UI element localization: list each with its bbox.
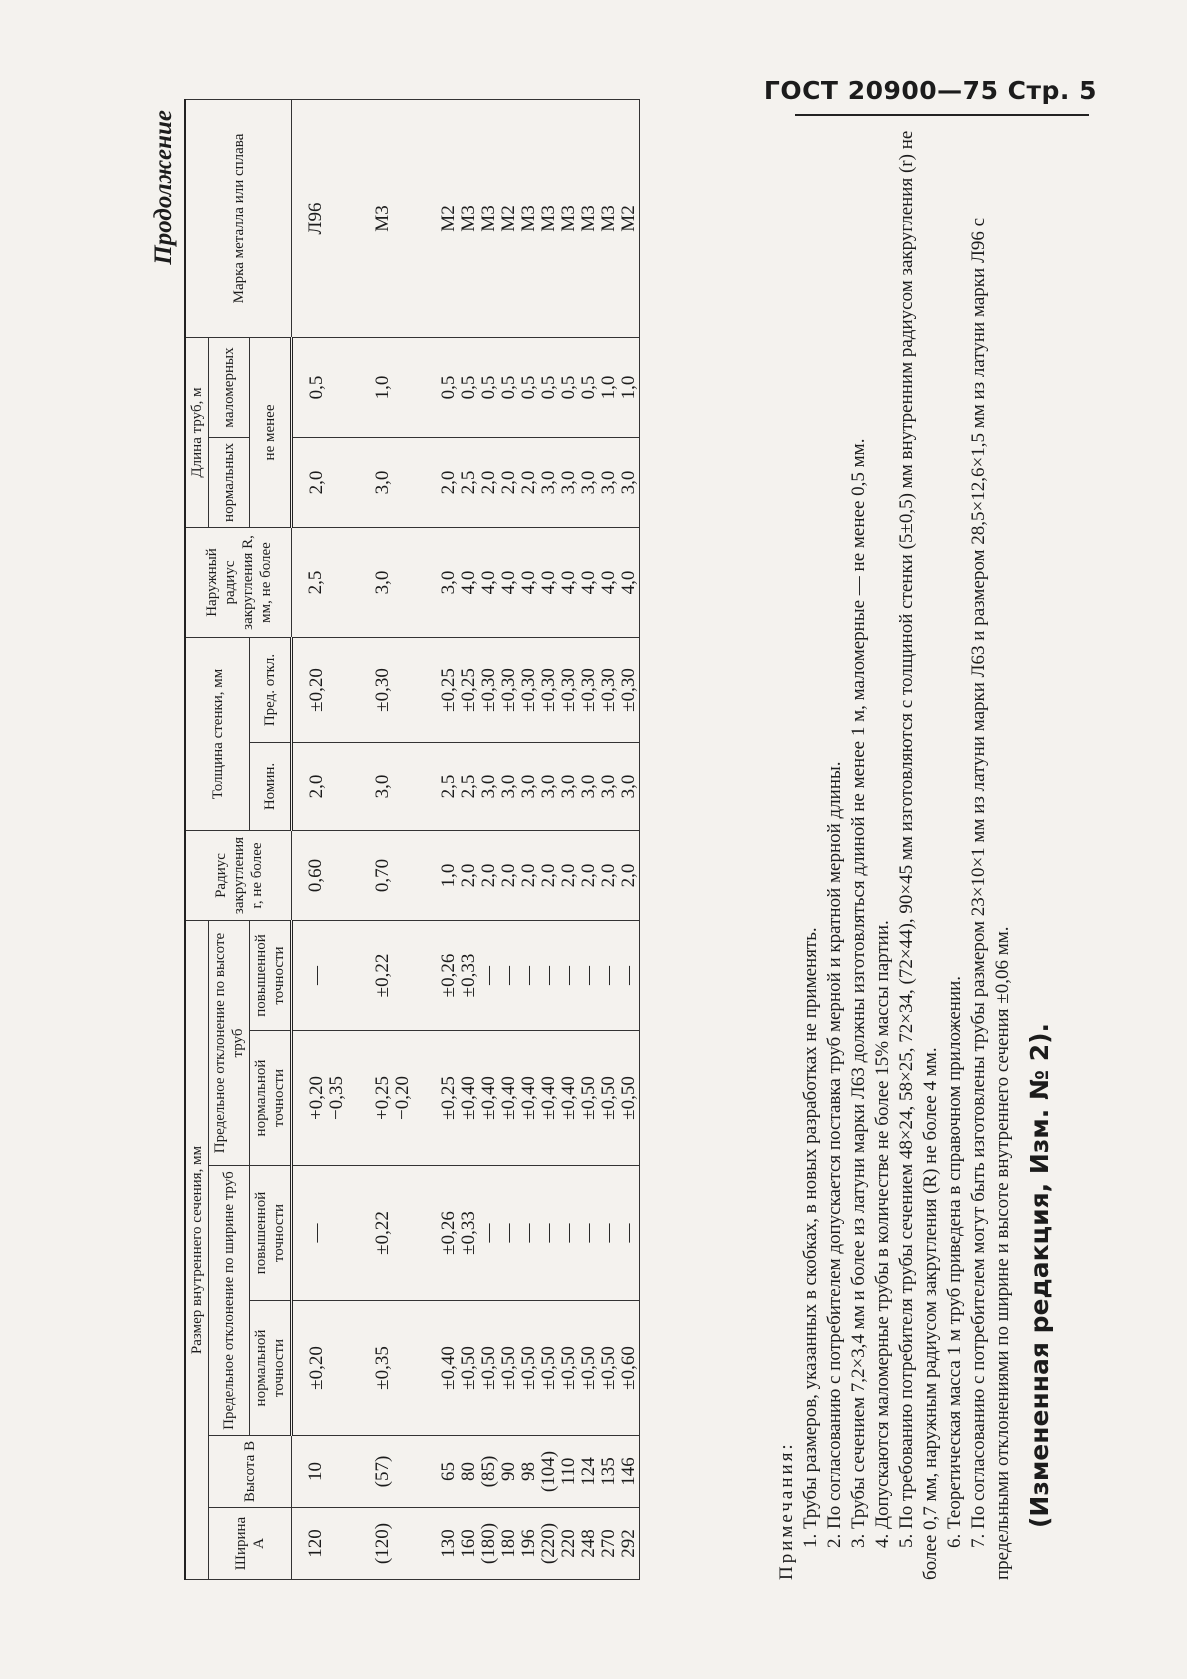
note-2: 2. По согласованию с потребителем допускается поставка труб мерной и кратной мерной длины. xyxy=(824,761,845,1548)
cell-value: 80 xyxy=(458,1462,479,1481)
header-width-increased-precision: повышенной точности xyxy=(250,1166,292,1301)
cell-value: ±0,50 xyxy=(578,1346,599,1390)
cell-value: — xyxy=(538,966,559,985)
cell-value: — xyxy=(306,966,327,985)
cell-value: Л96 xyxy=(305,202,326,235)
cell-value: −0,35 xyxy=(326,1076,347,1120)
cell-value: — xyxy=(498,1223,519,1243)
cell-value: 10 xyxy=(305,1462,326,1481)
cell-dev-w-norm xyxy=(347,1301,413,1436)
cell-value: ±0,40 xyxy=(438,1346,459,1390)
cell-value: — xyxy=(478,1223,499,1243)
cell-value: — xyxy=(306,1223,327,1243)
cell-value: М3 xyxy=(478,205,499,232)
rotated-page-body xyxy=(150,100,1080,1580)
cell-value: 4,0 xyxy=(478,570,499,595)
note-3: 3. Трубы сечением 7,2×3,4 мм и более из латуни марки Л63 должны изготовляться длиной не менее 1 м, маломерные — не менее 0,5 мм. xyxy=(848,438,869,1548)
cell-value: ±0,20 xyxy=(306,1346,327,1390)
cell-value: 2,0 xyxy=(518,863,539,888)
header-width-a: Ширина A xyxy=(209,1508,292,1580)
cell-value: 90 xyxy=(498,1462,519,1481)
cell-value: 0,60 xyxy=(305,858,326,893)
cell-value: ±0,33 xyxy=(458,953,479,998)
cell-value: 3,0 xyxy=(372,774,393,799)
cell-len-short xyxy=(413,337,640,437)
cell-value: 0,5 xyxy=(478,375,499,400)
cell-value: 2,0 xyxy=(478,863,499,888)
table-row xyxy=(413,99,640,1579)
cell-value: ±0,30 xyxy=(498,668,519,712)
cell-wall-nom xyxy=(347,743,413,831)
header-deviation-width: Предельное отклонение по ширине труб xyxy=(209,1166,250,1436)
cell-value: ±0,50 xyxy=(458,1346,479,1390)
header-wall-thickness: Толщина стенки, мм xyxy=(185,637,250,830)
cell-value: ±0,26 xyxy=(438,1211,459,1255)
cell-value: 4,0 xyxy=(458,570,479,595)
cell-dev-h-inc xyxy=(292,921,348,1031)
cell-value: ±0,50 xyxy=(478,1346,499,1390)
cell-value: ±0,30 xyxy=(578,668,599,712)
cell-value: (180) xyxy=(478,1522,499,1565)
cell-value: 4,0 xyxy=(538,570,559,595)
cell-value: ±0,50 xyxy=(598,1076,619,1120)
header-short-length: маломерных xyxy=(209,337,250,437)
cell-value: 146 xyxy=(618,1457,639,1486)
cell-value: 120 xyxy=(305,1529,326,1558)
header-radius-r: Радиус закругления r, не более xyxy=(185,831,292,921)
page-header: ГОСТ 20900—75 Стр. 5 xyxy=(763,76,1097,105)
tube-dimensions-table xyxy=(184,99,640,1580)
cell-value: 2,0 xyxy=(306,470,327,495)
cell-height xyxy=(413,1436,640,1508)
cell-value: 110 xyxy=(558,1457,579,1486)
cell-value: (104) xyxy=(538,1450,559,1493)
header-deviation-height: Предельное отклонение по высоте труб xyxy=(209,921,250,1166)
cell-value: 65 xyxy=(438,1462,459,1481)
cell-value: ±0,30 xyxy=(538,668,559,712)
cell-value: 1,0 xyxy=(372,375,393,400)
cell-value: — xyxy=(558,1223,579,1243)
cell-value: 3,0 xyxy=(498,774,519,799)
cell-grade xyxy=(292,99,348,337)
cell-value: (120) xyxy=(372,1522,393,1565)
continuation-label: Продолжение xyxy=(150,110,177,265)
cell-value: — xyxy=(598,966,619,985)
cell-dev-w-norm xyxy=(413,1301,640,1436)
cell-value: — xyxy=(618,966,639,985)
cell-wall-dev xyxy=(292,637,348,742)
cell-value: ±0,35 xyxy=(372,1346,393,1390)
cell-value: ±0,50 xyxy=(618,1076,639,1120)
cell-radius-R xyxy=(347,527,413,637)
cell-value: 0,5 xyxy=(518,375,539,400)
cell-value: 270 xyxy=(598,1529,619,1558)
cell-value: 3,0 xyxy=(538,774,559,799)
cell-value: — xyxy=(578,966,599,985)
header-metal-grade: Марка металла или сплава xyxy=(185,99,292,337)
header-normal-length: нормальных xyxy=(209,437,250,527)
cell-value: М3 xyxy=(578,205,599,232)
cell-value: 3,0 xyxy=(618,774,639,799)
cell-value: — xyxy=(478,966,499,985)
cell-value: ±0,25 xyxy=(438,1076,459,1120)
cell-value: 2,0 xyxy=(598,863,619,888)
cell-value: 2,0 xyxy=(618,863,639,888)
cell-value: 0,70 xyxy=(372,858,393,893)
cell-value: ±0,50 xyxy=(518,1346,539,1390)
notes-title: Примечания: xyxy=(776,1441,797,1580)
cell-value: 3,0 xyxy=(538,470,559,495)
header-radius-R: Наружный радиус закругления R, мм, не более xyxy=(185,527,292,637)
note-4: 4. Допускаются маломерные трубы в количестве не более 15% массы партии. xyxy=(872,920,893,1548)
cell-value: 3,0 xyxy=(598,774,619,799)
cell-width xyxy=(347,1508,413,1580)
cell-value: 0,5 xyxy=(578,375,599,400)
cell-wall-nom xyxy=(292,743,348,831)
cell-value: 2,0 xyxy=(306,774,327,799)
cell-value: 4,0 xyxy=(578,570,599,595)
cell-radius-r xyxy=(347,831,413,921)
cell-value: 2,0 xyxy=(558,863,579,888)
cell-value: +0,20 xyxy=(306,1076,327,1120)
cell-value: ±0,40 xyxy=(498,1076,519,1120)
cell-value: 196 xyxy=(518,1529,539,1558)
cell-value: М2 xyxy=(618,205,639,232)
cell-value: 2,0 xyxy=(518,470,539,495)
cell-value: 1,0 xyxy=(618,375,639,400)
cell-value: М3 xyxy=(538,205,559,232)
cell-value: — xyxy=(558,966,579,985)
cell-value: М3 xyxy=(372,205,393,232)
cell-value: ±0,50 xyxy=(578,1076,599,1120)
cell-len-short xyxy=(347,337,413,437)
cell-value: 0,5 xyxy=(498,375,519,400)
cell-value: ±0,60 xyxy=(618,1346,639,1390)
cell-value: ±0,25 xyxy=(438,668,459,712)
cell-value: 180 xyxy=(498,1529,519,1558)
cell-dev-w-inc xyxy=(292,1166,348,1301)
cell-value: ±0,30 xyxy=(478,668,499,712)
cell-value: 1,0 xyxy=(598,375,619,400)
note-1: 1. Трубы размеров, указанных в скобках, в новых разработках не применять. xyxy=(800,927,821,1548)
cell-radius-R xyxy=(413,527,640,637)
cell-value: 4,0 xyxy=(518,570,539,595)
cell-value: 3,0 xyxy=(372,570,393,595)
cell-value: М2 xyxy=(498,205,519,232)
cell-value: М3 xyxy=(558,205,579,232)
cell-value: 2,5 xyxy=(438,774,459,799)
cell-value: М3 xyxy=(518,205,539,232)
cell-value: ±0,30 xyxy=(372,668,393,712)
cell-value: (57) xyxy=(372,1455,393,1488)
cell-value: М3 xyxy=(458,205,479,232)
cell-value: — xyxy=(598,1223,619,1243)
cell-value: 3,0 xyxy=(578,774,599,799)
cell-dev-h-norm xyxy=(347,1031,413,1166)
cell-value: 135 xyxy=(598,1457,619,1486)
cell-value: ±0,25 xyxy=(458,668,479,712)
cell-wall-nom xyxy=(413,743,640,831)
cell-value: 2,0 xyxy=(438,470,459,495)
cell-radius-r xyxy=(292,831,348,921)
cell-value: 292 xyxy=(618,1529,639,1558)
cell-value: 130 xyxy=(438,1529,459,1558)
cell-value: 3,0 xyxy=(518,774,539,799)
cell-value: — xyxy=(578,1223,599,1243)
cell-value: — xyxy=(538,1223,559,1243)
cell-value: 2,5 xyxy=(458,774,479,799)
header-width-normal-precision: нормальной точности xyxy=(250,1301,292,1436)
header-tube-length: Длина труб, м xyxy=(185,337,209,527)
cell-len-norm xyxy=(347,437,413,527)
cell-value: 3,0 xyxy=(578,470,599,495)
cell-wall-dev xyxy=(413,637,640,742)
cell-len-norm xyxy=(413,437,640,527)
note-5: 5. По требованию потребителя трубы сечением 48×24, 58×25, 72×34, (72×44), 90×45 мм изготовляются с толщиной стенки (5±0,5) мм внутренним радиусом закругления (r) не более 0,7 мм, наружным радиусом закругления (R) не более 4 мм. xyxy=(896,130,941,1580)
cell-value: ±0,30 xyxy=(618,668,639,712)
cell-value: 0,5 xyxy=(558,375,579,400)
cell-dev-h-inc xyxy=(347,921,413,1031)
cell-dev-w-inc xyxy=(413,1166,640,1301)
header-wall-nominal: Номин. xyxy=(250,743,292,831)
note-6: 6. Теоретическая масса 1 м труб приведена в справочном приложении. xyxy=(944,975,965,1548)
cell-value: 3,0 xyxy=(618,470,639,495)
cell-value: 3,0 xyxy=(558,470,579,495)
cell-value: ±0,30 xyxy=(598,668,619,712)
cell-value: 3,0 xyxy=(372,470,393,495)
cell-value: 2,0 xyxy=(578,863,599,888)
cell-value: 2,0 xyxy=(498,470,519,495)
cell-value: ±0,40 xyxy=(538,1076,559,1120)
cell-value: ±0,20 xyxy=(306,668,327,712)
cell-value: ±0,40 xyxy=(478,1076,499,1120)
cell-value: 2,5 xyxy=(305,570,326,595)
cell-height xyxy=(292,1436,348,1508)
cell-dev-h-norm xyxy=(413,1031,640,1166)
cell-value: 3,0 xyxy=(438,570,459,595)
cell-dev-h-inc xyxy=(413,921,640,1031)
cell-dev-w-inc xyxy=(347,1166,413,1301)
cell-value: 2,0 xyxy=(478,470,499,495)
cell-radius-R xyxy=(292,527,348,637)
cell-value: (220) xyxy=(538,1522,559,1565)
cell-value: 0,5 xyxy=(306,375,327,400)
cell-value: 248 xyxy=(578,1529,599,1558)
cell-width xyxy=(292,1508,348,1580)
cell-value: 3,0 xyxy=(598,470,619,495)
cell-value: 98 xyxy=(518,1462,539,1481)
cell-value: (85) xyxy=(478,1455,499,1488)
header-height-normal-precision: нормальной точности xyxy=(250,1031,292,1166)
header-wall-deviation: Пред. откл. xyxy=(250,637,292,742)
cell-value: 4,0 xyxy=(618,570,639,595)
cell-value: 1,0 xyxy=(438,863,459,888)
header-height-b: Высота B xyxy=(209,1436,292,1508)
cell-width xyxy=(413,1508,640,1580)
cell-value: 124 xyxy=(578,1457,599,1486)
cell-value: 0,5 xyxy=(538,375,559,400)
cell-value: ±0,50 xyxy=(598,1346,619,1390)
cell-value: 2,0 xyxy=(498,863,519,888)
cell-value: ±0,22 xyxy=(372,953,393,998)
header-not-less: не менее xyxy=(250,337,292,527)
cell-wall-dev xyxy=(347,637,413,742)
cell-value: 0,5 xyxy=(458,375,479,400)
cell-len-norm xyxy=(292,437,348,527)
table-row xyxy=(292,99,348,1579)
cell-value: — xyxy=(498,966,519,985)
cell-dev-w-norm xyxy=(292,1301,348,1436)
cell-value: 2,5 xyxy=(458,470,479,495)
cell-value: 0,5 xyxy=(438,375,459,400)
cell-value: ±0,26 xyxy=(438,953,459,998)
cell-value: 4,0 xyxy=(498,570,519,595)
cell-value: ±0,30 xyxy=(518,668,539,712)
note-7: 7. По согласованию с потребителем могут быть изготовлены трубы размером 23×10×1 мм из латуни марки Л63 и размером 28,5×12,6×1,5 мм из латуни марки Л96 с предельными отклонениями по ширине и высоте внутреннего сечения ±0,06 мм. xyxy=(968,217,1013,1580)
cell-value: М3 xyxy=(598,205,619,232)
header-height-increased-precision: повышенной точности xyxy=(250,921,292,1031)
cell-value: М2 xyxy=(438,205,459,232)
cell-value: — xyxy=(518,966,539,985)
cell-value: ±0,33 xyxy=(458,1211,479,1255)
cell-value: — xyxy=(518,1223,539,1243)
cell-value: 3,0 xyxy=(478,774,499,799)
cell-value: −0,20 xyxy=(392,1076,413,1120)
cell-height xyxy=(347,1436,413,1508)
cell-value: ±0,40 xyxy=(558,1076,579,1120)
cell-value: ±0,40 xyxy=(518,1076,539,1120)
table-row xyxy=(347,99,413,1579)
header-internal-section: Размер внутреннего сечения, мм xyxy=(185,921,209,1580)
cell-value: ±0,50 xyxy=(558,1346,579,1390)
cell-value: ±0,50 xyxy=(498,1346,519,1390)
cell-value: 220 xyxy=(558,1529,579,1558)
cell-value: 2,0 xyxy=(538,863,559,888)
cell-value: — xyxy=(618,1223,639,1243)
cell-grade xyxy=(347,99,413,337)
cell-value: 4,0 xyxy=(598,570,619,595)
amendment-note: (Измененная редакция, Изм. № 2). xyxy=(1025,1022,1054,1528)
cell-value: ±0,40 xyxy=(458,1076,479,1120)
cell-value: 3,0 xyxy=(558,774,579,799)
cell-radius-r xyxy=(413,831,640,921)
cell-len-short xyxy=(292,337,348,437)
cell-value: ±0,22 xyxy=(372,1211,393,1255)
notes-block xyxy=(775,110,1015,1580)
cell-dev-h-norm xyxy=(292,1031,348,1166)
cell-grade xyxy=(413,99,640,337)
cell-value: ±0,50 xyxy=(538,1346,559,1390)
cell-value: 4,0 xyxy=(558,570,579,595)
cell-value: ±0,30 xyxy=(558,668,579,712)
cell-value: 160 xyxy=(458,1529,479,1558)
cell-value: 2,0 xyxy=(458,863,479,888)
cell-value: +0,25 xyxy=(372,1076,393,1120)
